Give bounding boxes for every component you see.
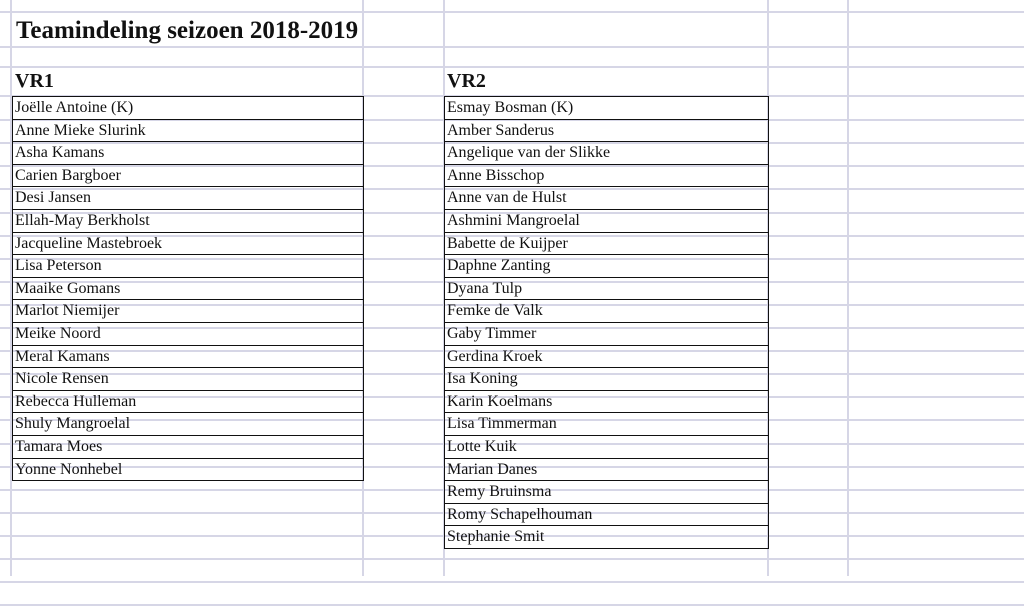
- player-cell[interactable]: Carien Bargboer: [13, 165, 363, 188]
- player-cell[interactable]: Desi Jansen: [13, 187, 363, 210]
- player-cell[interactable]: Isa Koning: [445, 368, 768, 391]
- player-cell[interactable]: Maaike Gomans: [13, 278, 363, 301]
- team-heading-vr2: VR2: [447, 70, 486, 92]
- player-cell[interactable]: Lisa Peterson: [13, 255, 363, 278]
- player-cell[interactable]: Gerdina Kroek: [445, 346, 768, 369]
- grid-line: [0, 66, 1024, 68]
- player-cell[interactable]: Jacqueline Mastebroek: [13, 233, 363, 256]
- grid-line: [0, 11, 1024, 13]
- player-cell[interactable]: Tamara Moes: [13, 436, 363, 459]
- player-cell[interactable]: Amber Sanderus: [445, 120, 768, 143]
- player-cell[interactable]: Ashmini Mangroelal: [445, 210, 768, 233]
- player-cell[interactable]: Nicole Rensen: [13, 368, 363, 391]
- team-table-vr2: [444, 96, 769, 549]
- player-cell[interactable]: Stephanie Smit: [445, 526, 768, 549]
- player-cell[interactable]: Daphne Zanting: [445, 255, 768, 278]
- player-cell[interactable]: Remy Bruinsma: [445, 481, 768, 504]
- player-cell[interactable]: Anne Bisschop: [445, 165, 768, 188]
- player-cell[interactable]: Ellah-May Berkholst: [13, 210, 363, 233]
- player-cell[interactable]: Lisa Timmerman: [445, 413, 768, 436]
- player-cell[interactable]: Asha Kamans: [13, 142, 363, 165]
- team-table-vr1: [12, 96, 364, 481]
- player-cell[interactable]: Dyana Tulp: [445, 278, 768, 301]
- player-cell[interactable]: Marian Danes: [445, 459, 768, 482]
- team-heading-vr1: VR1: [15, 70, 54, 92]
- player-cell[interactable]: Gaby Timmer: [445, 323, 768, 346]
- player-cell[interactable]: Meike Noord: [13, 323, 363, 346]
- player-cell[interactable]: Joëlle Antoine (K): [13, 97, 363, 120]
- grid-line: [0, 558, 1024, 560]
- player-cell[interactable]: Anne Mieke Slurink: [13, 120, 363, 143]
- player-cell[interactable]: Anne van de Hulst: [445, 187, 768, 210]
- player-cell[interactable]: Karin Koelmans: [445, 391, 768, 414]
- player-cell[interactable]: Marlot Niemijer: [13, 300, 363, 323]
- player-cell[interactable]: Femke de Valk: [445, 300, 768, 323]
- sheet-title: Teamindeling seizoen 2018-2019: [16, 17, 359, 44]
- player-cell[interactable]: Babette de Kuijper: [445, 233, 768, 256]
- player-cell[interactable]: Romy Schapelhouman: [445, 504, 768, 527]
- player-cell[interactable]: Esmay Bosman (K): [445, 97, 768, 120]
- grid-line: [0, 581, 1024, 583]
- player-cell[interactable]: Meral Kamans: [13, 346, 363, 369]
- player-cell[interactable]: Angelique van der Slikke: [445, 142, 768, 165]
- player-cell[interactable]: Lotte Kuik: [445, 436, 768, 459]
- player-cell[interactable]: Rebecca Hulleman: [13, 391, 363, 414]
- player-cell[interactable]: Yonne Nonhebel: [13, 459, 363, 482]
- player-cell[interactable]: Shuly Mangroelal: [13, 413, 363, 436]
